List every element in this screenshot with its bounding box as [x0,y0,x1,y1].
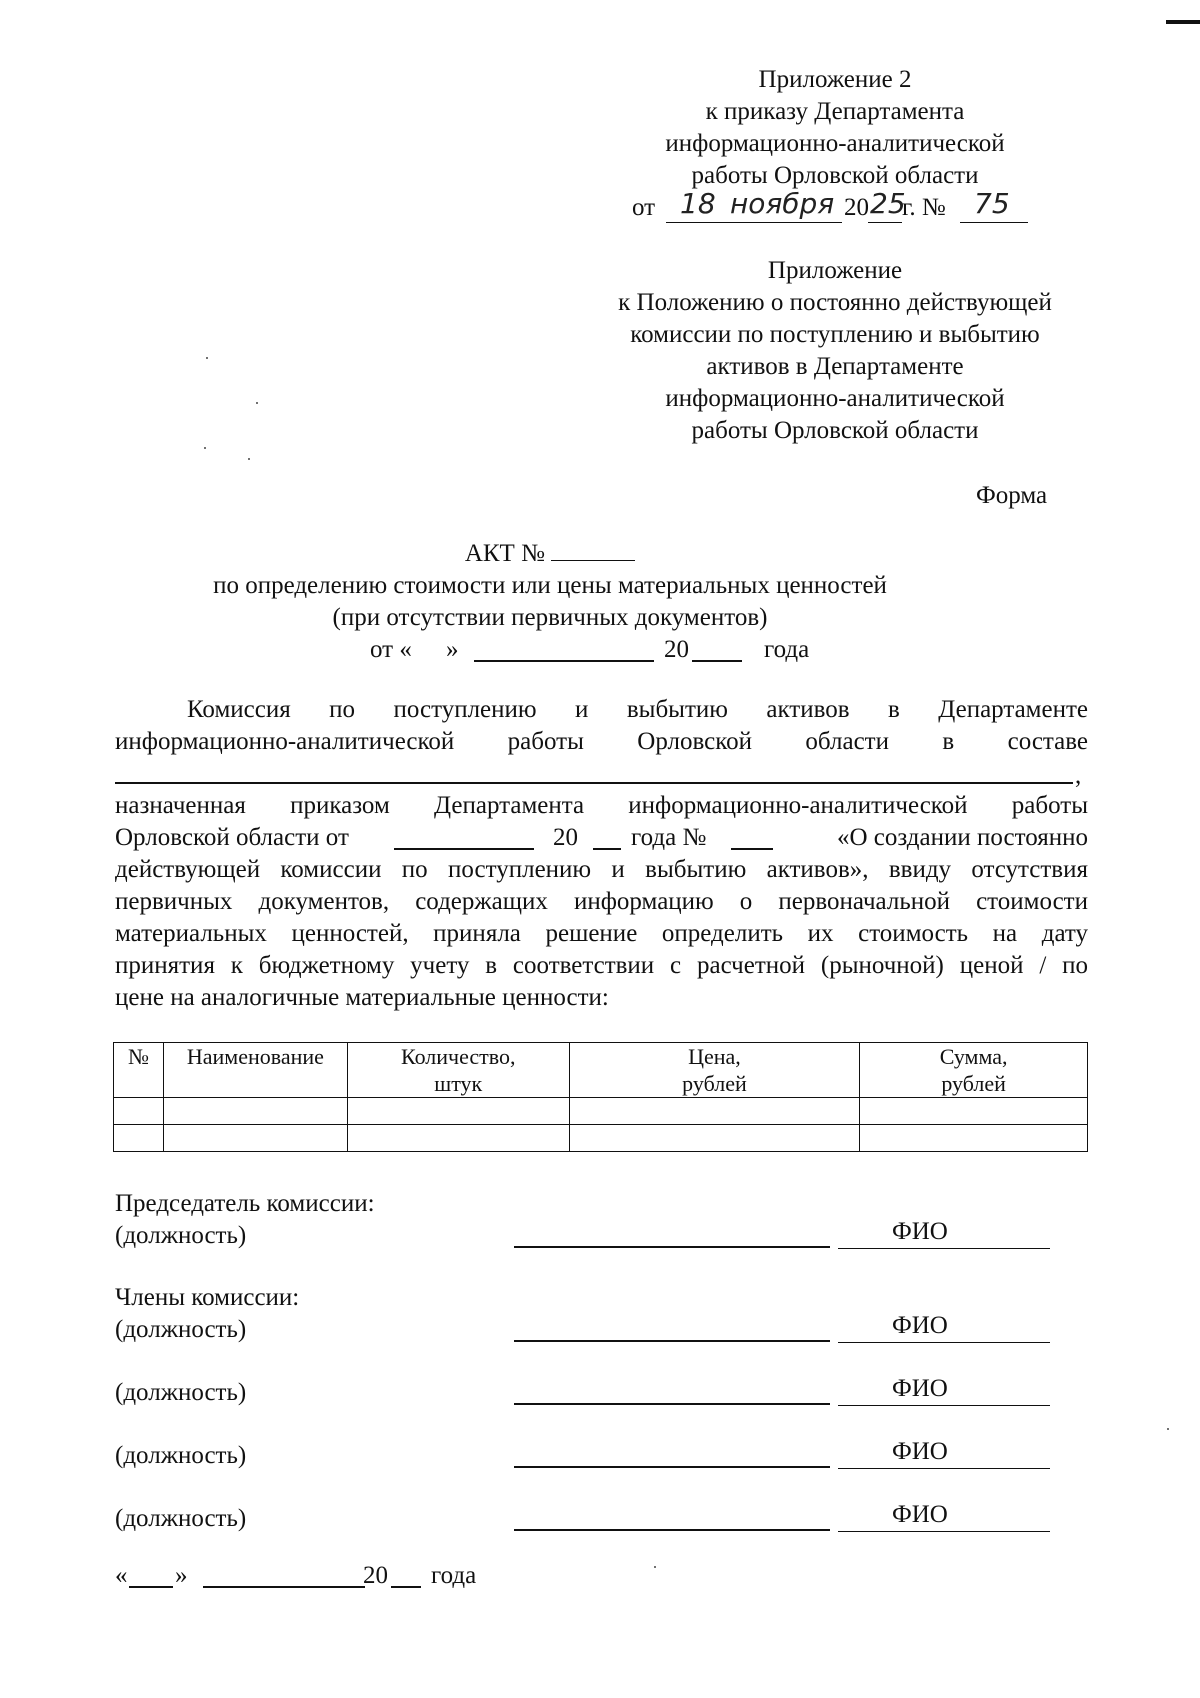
table-cell [569,1125,860,1152]
act-subtitle: по определению стоимости или цены материальных ценностей [213,572,887,599]
handwritten-order-number: 75 [974,187,1010,220]
order-date-number-line [560,187,1110,224]
table-cell [114,1125,164,1152]
column-header-line: штук [434,1071,483,1096]
column-header-line: № [127,1044,149,1069]
chairman-heading: Председатель комиссии: [115,1190,375,1217]
member-signature-line [514,1340,830,1342]
chairman-fio-field [838,1216,1050,1249]
scan-speck [248,458,250,460]
member-signature-line [514,1466,830,1468]
handwritten-month: ноября [730,187,835,220]
members-heading: Члены комиссии: [115,1284,300,1311]
act-title [200,538,900,570]
order-number-label: г. № [902,194,946,221]
paragraph-line: принятия к бюджетному учету в соответствии с расчетной (рыночной) ценой / по [115,952,1088,979]
decision-paragraph [115,790,1088,1014]
member-signature-line [514,1529,830,1531]
paragraph-line: цене на аналогичные материальные ценности: [115,984,609,1011]
order-header-line: Приложение 2 [758,66,912,93]
column-header-name [163,1043,347,1098]
member-fio-label: ФИО [892,1375,948,1402]
handwritten-day: 18 [680,187,716,220]
column-header-line: рублей [941,1071,1006,1096]
table-row [114,1125,1088,1152]
regulation-header-line: работы Орловской области [691,417,979,444]
form-label: Форма [976,482,1048,509]
member-position: (должность) [115,1505,247,1532]
order-reference-date-blank [394,848,534,850]
table-cell [860,1098,1088,1125]
scan-speck [256,402,258,404]
act-date-from: от « [370,636,412,663]
chairman-fio-label: ФИО [892,1218,948,1245]
composition-comma: , [1075,762,1082,789]
regulation-header-line: информационно-аналитической [665,385,1005,412]
member-position: (должность) [115,1379,247,1406]
member-fio-field [838,1499,1050,1532]
column-header-line: Цена, [688,1044,741,1069]
chairman-position: (должность) [115,1222,247,1249]
act-number-blank [551,538,635,561]
column-header-line: Наименование [186,1044,324,1069]
member-fio-field [838,1436,1050,1469]
scan-speck [206,357,208,359]
act-subtitle-note: (при отсутствии первичных документов) [332,604,768,631]
column-header-number [114,1043,164,1098]
column-header-quantity [347,1043,569,1098]
closing-close-quote: » [175,1562,188,1589]
act-date-line [370,634,870,666]
order-header-line: информационно-аналитической [665,130,1005,157]
paragraph-line: первичных документов, содержащих информацию о первоначальной стоимости [115,888,1088,915]
table-cell [860,1125,1088,1152]
order-appendix-header [560,64,1110,224]
chairman-signature-line [514,1246,830,1248]
act-date-year-prefix: 20 [664,636,689,663]
closing-year-prefix: 20 [363,1562,388,1589]
table-cell [569,1098,860,1125]
member-fio-label: ФИО [892,1438,948,1465]
order-year-underline [868,222,902,223]
closing-year-word: года [431,1562,477,1589]
regulation-header-line: активов в Департаменте [706,353,964,380]
act-title-text: АКТ № [464,540,545,567]
order-reference-number-blank [731,848,773,850]
order-reference-year-prefix: 20 [553,824,578,851]
order-reference-year-blank [593,848,621,850]
order-date-underline [666,222,842,223]
scan-speck [654,1566,656,1568]
member-fio-label: ФИО [892,1312,948,1339]
table-row [114,1098,1088,1125]
order-header-line: работы Орловской области [691,162,979,189]
closing-year-blank [391,1586,421,1588]
order-header-line: к приказу Департамента [705,98,965,125]
column-header-line: рублей [682,1071,747,1096]
scan-speck [1167,1428,1169,1430]
act-date-close-quote: » [446,636,459,663]
regulation-appendix-header [560,255,1110,447]
order-number-underline [960,222,1028,223]
column-header-price [569,1043,860,1098]
member-position: (должность) [115,1316,247,1343]
handwritten-year-suffix: 25 [870,187,906,220]
regulation-header-line: комиссии по поступлению и выбытию [630,321,1040,348]
paragraph-line: назначенная приказом Департамента информационно-аналитической работы [115,792,1088,819]
column-header-line: Сумма, [939,1044,1008,1069]
paragraph-line: Комиссия по поступлению и выбытию активов в Департаменте [187,696,1088,723]
column-header-sum [860,1043,1088,1098]
paragraph-line: информационно-аналитической работы Орловской области в составе [115,728,1088,755]
act-date-month-blank [474,660,654,662]
table-cell [114,1098,164,1125]
act-date-year-blank [692,660,742,662]
member-position: (должность) [115,1442,247,1469]
page-edge-mark [1166,20,1200,24]
column-header-line: Количество, [401,1044,516,1069]
order-year-prefix: 20 [844,194,869,221]
member-fio-label: ФИО [892,1501,948,1528]
composition-blank-line [115,758,1088,790]
closing-day-blank [129,1586,173,1588]
order-reference-number-label: года № [631,824,707,851]
table-cell [163,1098,347,1125]
order-reference-from: Орловской области от [115,824,349,851]
member-signature-line [514,1403,830,1405]
closing-month-blank [203,1586,365,1588]
commission-paragraph [115,694,1088,790]
member-fio-field [838,1310,1050,1343]
closing-open-quote: « [115,1562,128,1589]
composition-blank [115,782,1073,784]
table-cell [163,1125,347,1152]
paragraph-line: действующей комиссии по поступлению и выбытию активов», ввиду отсутствия [115,856,1088,883]
member-fio-field [838,1373,1050,1406]
valuables-table [113,1042,1088,1152]
order-reference-line [115,822,1088,854]
table-cell [347,1098,569,1125]
table-cell [347,1125,569,1152]
paragraph-line: материальных ценностей, приняла решение определить их стоимость на дату [115,920,1088,947]
act-date-year-word: года [764,636,810,663]
regulation-header-line: к Положению о постоянно действующей [618,289,1052,316]
order-from-label: от [632,194,656,221]
scan-speck [204,447,206,449]
order-reference-title: «О создании постоянно [836,824,1088,851]
regulation-header-line: Приложение [767,257,903,284]
table-header-row [114,1043,1088,1098]
